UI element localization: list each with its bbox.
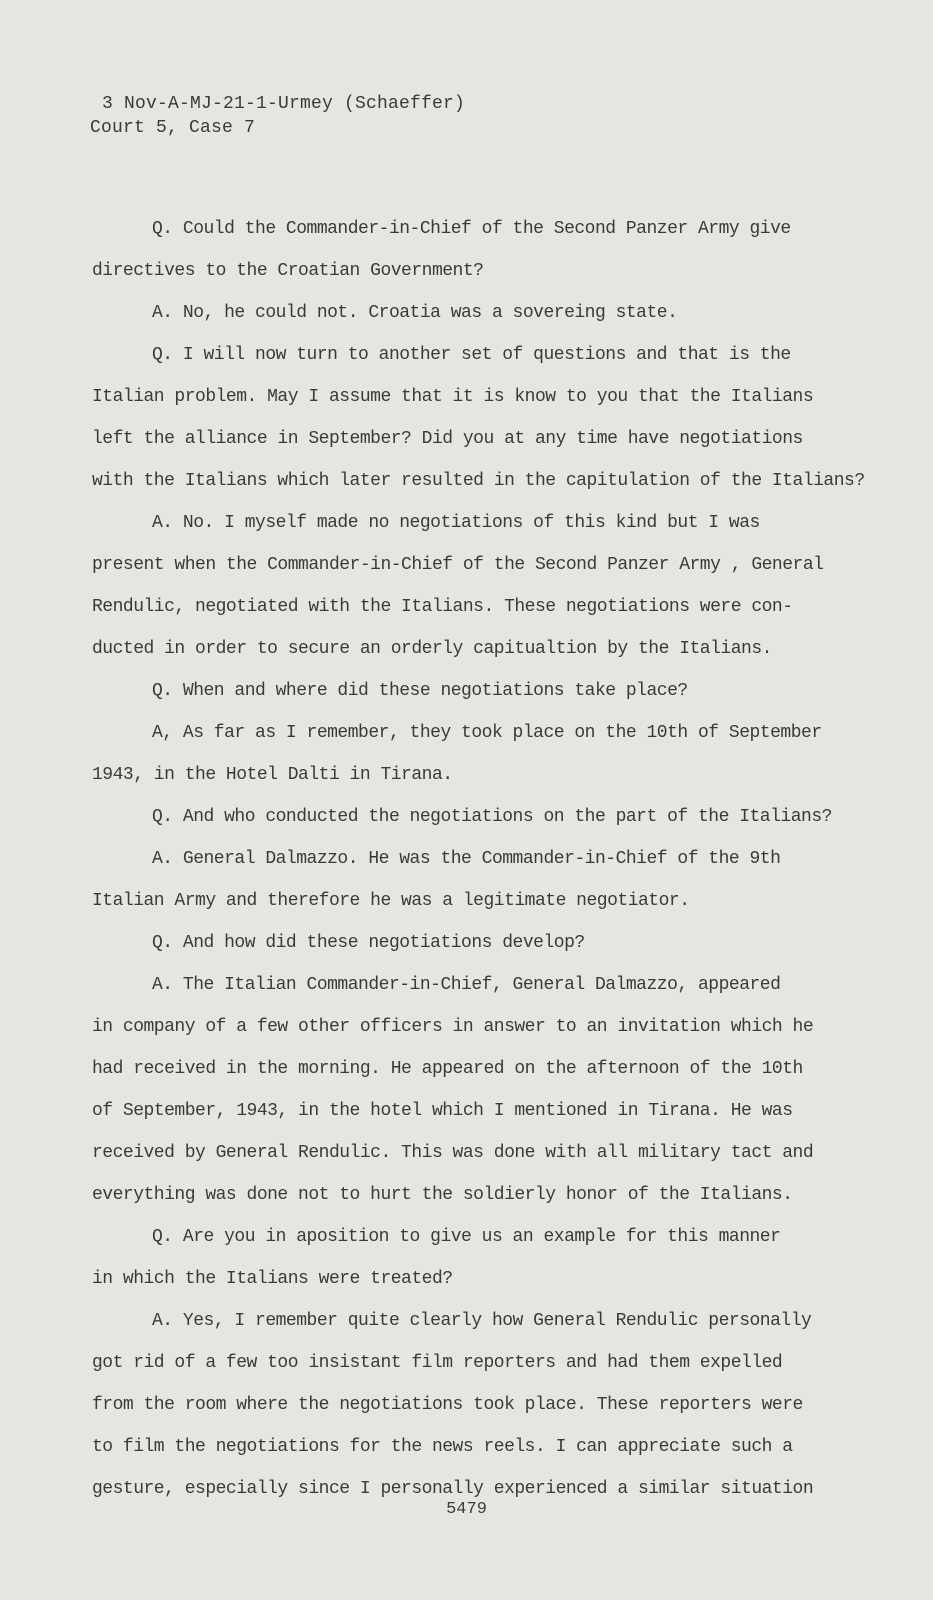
- transcript-line: Italian Army and therefore he was a legitimate negotiator.: [92, 891, 690, 911]
- transcript-line: A. No, he could not. Croatia was a sovereing state.: [152, 303, 678, 323]
- transcript-line: directives to the Croatian Government?: [92, 261, 484, 281]
- transcript-body: [92, 208, 882, 1510]
- transcript-line: from the room where the negotiations took place. These reporters were: [92, 1395, 803, 1415]
- transcript-line: A. General Dalmazzo. He was the Commander-in-Chief of the 9th: [152, 849, 781, 869]
- transcript-line: received by General Rendulic. This was done with all military tact and: [92, 1143, 814, 1163]
- transcript-line: in which the Italians were treated?: [92, 1269, 453, 1289]
- transcript-line: Q. When and where did these negotiations take place?: [152, 681, 688, 701]
- transcript-line: Q. I will now turn to another set of questions and that is the: [152, 345, 791, 365]
- transcript-line: A. No. I myself made no negotiations of this kind but I was: [152, 513, 760, 533]
- transcript-line: Q. And who conducted the negotiations on the part of the Italians?: [152, 807, 832, 827]
- transcript-line: A. The Italian Commander-in-Chief, General Dalmazzo, appeared: [152, 975, 781, 995]
- transcript-line: got rid of a few too insistant film reporters and had them expelled: [92, 1353, 783, 1373]
- transcript-line: with the Italians which later resulted in the capitulation of the Italians?: [92, 471, 865, 491]
- transcript-line: 1943, in the Hotel Dalti in Tirana.: [92, 765, 453, 785]
- transcript-reference: 3 Nov-A-MJ-21-1-Urmey (Schaeffer): [102, 94, 466, 114]
- page-number: 5479: [446, 1500, 487, 1519]
- transcript-line: left the alliance in September? Did you at any time have negotiations: [92, 429, 803, 449]
- transcript-line: present when the Commander-in-Chief of the Second Panzer Army , General: [92, 555, 824, 575]
- transcript-line: Q. And how did these negotiations develop?: [152, 933, 585, 953]
- document-header: [90, 92, 465, 140]
- transcript-line: in company of a few other officers in answer to an invitation which he: [92, 1017, 814, 1037]
- transcript-line: Q. Are you in aposition to give us an example for this manner: [152, 1227, 781, 1247]
- transcript-line: A, As far as I remember, they took place on the 10th of September: [152, 723, 822, 743]
- transcript-line: had received in the morning. He appeared on the afternoon of the 10th: [92, 1059, 803, 1079]
- transcript-line: gesture, especially since I personally experienced a similar situation: [92, 1479, 814, 1499]
- transcript-line: to film the negotiations for the news reels. I can appreciate such a: [92, 1437, 793, 1457]
- transcript-line: of September, 1943, in the hotel which I mentioned in Tirana. He was: [92, 1101, 793, 1121]
- transcript-line: Italian problem. May I assume that it is know to you that the Italians: [92, 387, 814, 407]
- transcript-line: Rendulic, negotiated with the Italians. These negotiations were con-: [92, 597, 793, 617]
- transcript-line: A. Yes, I remember quite clearly how General Rendulic personally: [152, 1311, 812, 1331]
- court-case-label: Court 5, Case 7: [90, 118, 256, 138]
- transcript-line: ducted in order to secure an orderly capitualtion by the Italians.: [92, 639, 772, 659]
- transcript-line: Q. Could the Commander-in-Chief of the Second Panzer Army give: [152, 219, 791, 239]
- transcript-line: everything was done not to hurt the soldierly honor of the Italians.: [92, 1185, 793, 1205]
